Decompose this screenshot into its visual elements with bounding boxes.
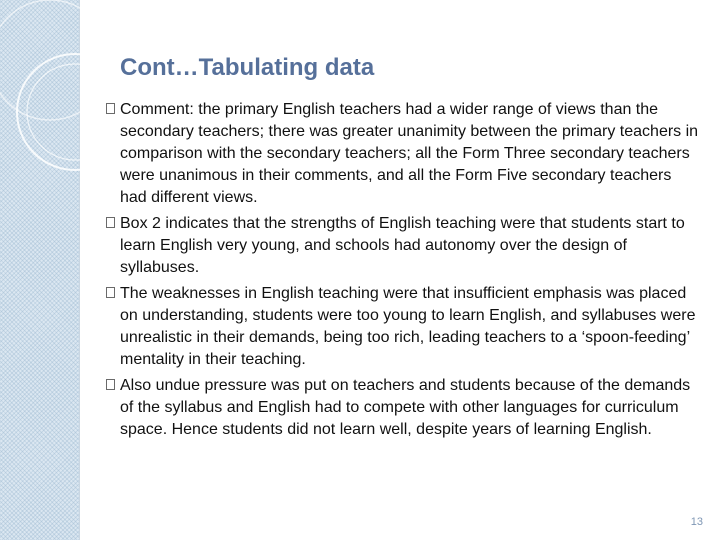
bullet-item [108, 283, 700, 371]
bullet-item [108, 213, 700, 279]
bullet-marker-icon [106, 287, 115, 298]
bullet-item [108, 375, 700, 441]
bullet-item [108, 99, 700, 209]
bullet-text: Box 2 indicates that the strengths of English teaching were that students start to learn English very young, and schools had autonomy over the design of syllabuses. [120, 215, 685, 276]
bullet-marker-icon [106, 379, 115, 390]
bullet-list [108, 99, 700, 445]
bullet-text: The weaknesses in English teaching were that insufficient emphasis was placed on understanding, students were too young to learn English, and syllabuses were unrealistic in their demands, being too rich, leading teachers to a ‘spoon-feeding’ mentality in their teaching. [120, 285, 696, 368]
slide-title: Cont…Tabulating data [120, 54, 375, 81]
page-number: 13 [690, 516, 703, 528]
bullet-text: Also undue pressure was put on teachers and students because of the demands of the syllabus and English had to compete with other languages for curriculum space. Hence students did not learn well, despite years of learning English. [120, 377, 691, 438]
bullet-marker-icon [106, 217, 115, 228]
bullet-marker-icon [106, 103, 115, 114]
bullet-text: Comment: the primary English teachers had a wider range of views than the secondary teachers; there was greater unanimity between the primary teachers in comparison with the secondary teachers; all the Form Three secondary teachers were unanimous in their comments, and all the Form Five secondary teachers had different views. [120, 101, 699, 206]
